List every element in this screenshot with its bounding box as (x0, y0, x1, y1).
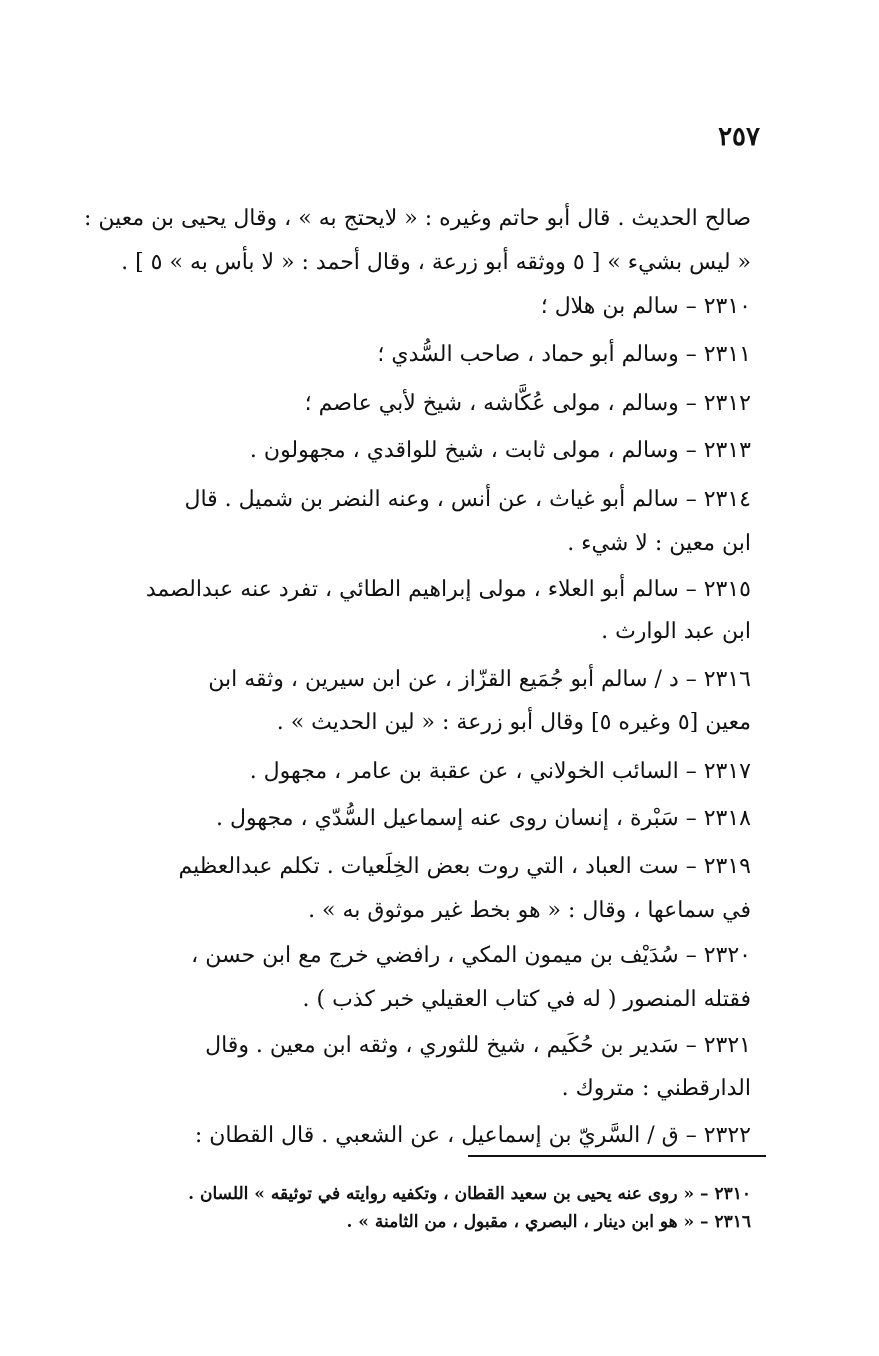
entry-2313: ٢٣١٣ – وسالم ، مولى ثابت ، شيخ للواقدي ، مجهولون . (249, 438, 751, 463)
intro-line: صالح الحديث . قال أبو حاتم وغيره : « لايحتج به » ، وقال يحيى بن معين : (83, 206, 751, 231)
entry-2321-line-2: الدارقطني : متروك . (561, 1076, 751, 1101)
entry-2322: ٢٣٢٢ – ق / السَّريّ بن إسماعيل ، عن الشعبي . قال القطان : (194, 1123, 751, 1148)
entry-2315-line-2: ابن عبد الوارث . (601, 619, 751, 644)
entry-2319-line-1: ٢٣١٩ – ست العباد ، التي روت بعض الخِلَعيات . تكلم عبدالعظيم (178, 854, 751, 879)
entry-2321-line-1: ٢٣٢١ – سَدير بن حُكَيم ، شيخ للثوري ، وثقه ابن معين . وقال (205, 1033, 751, 1058)
entry-2311: ٢٣١١ – وسالم أبو حماد ، صاحب السُّدي ؛ (377, 342, 751, 367)
entry-2319-line-2: في سماعها ، وقال : « هو بخط غير موثوق به » . (308, 898, 751, 923)
entry-2310: ٢٣١٠ – سالم بن هلال ؛ (540, 294, 751, 319)
footnote-2316: ٢٣١٦ – « هو ابن دينار ، البصري ، مقبول ، من الثامنة » . (346, 1212, 751, 1232)
entry-2316-line-2: معين [٥ وغيره ٥] وقال أبو زرعة : « لين الحديث » . (276, 710, 751, 735)
entry-2314-line-2: ابن معين : لا شيء . (567, 531, 751, 556)
intro-line: « ليس بشيء » [ ٥ ووثقه أبو زرعة ، وقال أحمد : « لا بأس به » ٥ ] . (121, 250, 751, 275)
entry-2312: ٢٣١٢ – وسالم ، مولى عُكَّاشه ، شيخ لأبي عاصم ؛ (304, 391, 751, 416)
entry-2316-line-1: ٢٣١٦ – د / سالم أبو جُمَيع القزّاز ، عن ابن سيرين ، وثقه ابن (208, 667, 751, 692)
entry-2320-line-2: فقتله المنصور ( له في كتاب العقيلي خبر كذب ) . (302, 987, 751, 1012)
entry-2314-line-1: ٢٣١٤ – سالم أبو غياث ، عن أنس ، وعنه النضر بن شميل . قال (184, 487, 751, 512)
page-number: ٢٥٧ (718, 122, 760, 152)
entry-2318: ٢٣١٨ – سَبْرة ، إنسان روى عنه إسماعيل السُّدّي ، مجهول . (216, 806, 751, 831)
entry-2320-line-1: ٢٣٢٠ – سُدَيْف بن ميمون المكي ، رافضي خرج مع ابن حسن ، (191, 943, 751, 968)
footnote-2310: ٢٣١٠ – « روى عنه يحيى بن سعيد القطان ، وتكفيه روايته في توثيقه » اللسان . (188, 1184, 751, 1204)
entry-2315-line-1: ٢٣١٥ – سالم أبو العلاء ، مولى إبراهيم الطائي ، تفرد عنه عبدالصمد (145, 577, 751, 602)
footnote-separator (468, 1155, 766, 1157)
entry-2317: ٢٣١٧ – السائب الخولاني ، عن عقبة بن عامر ، مجهول . (249, 759, 751, 784)
